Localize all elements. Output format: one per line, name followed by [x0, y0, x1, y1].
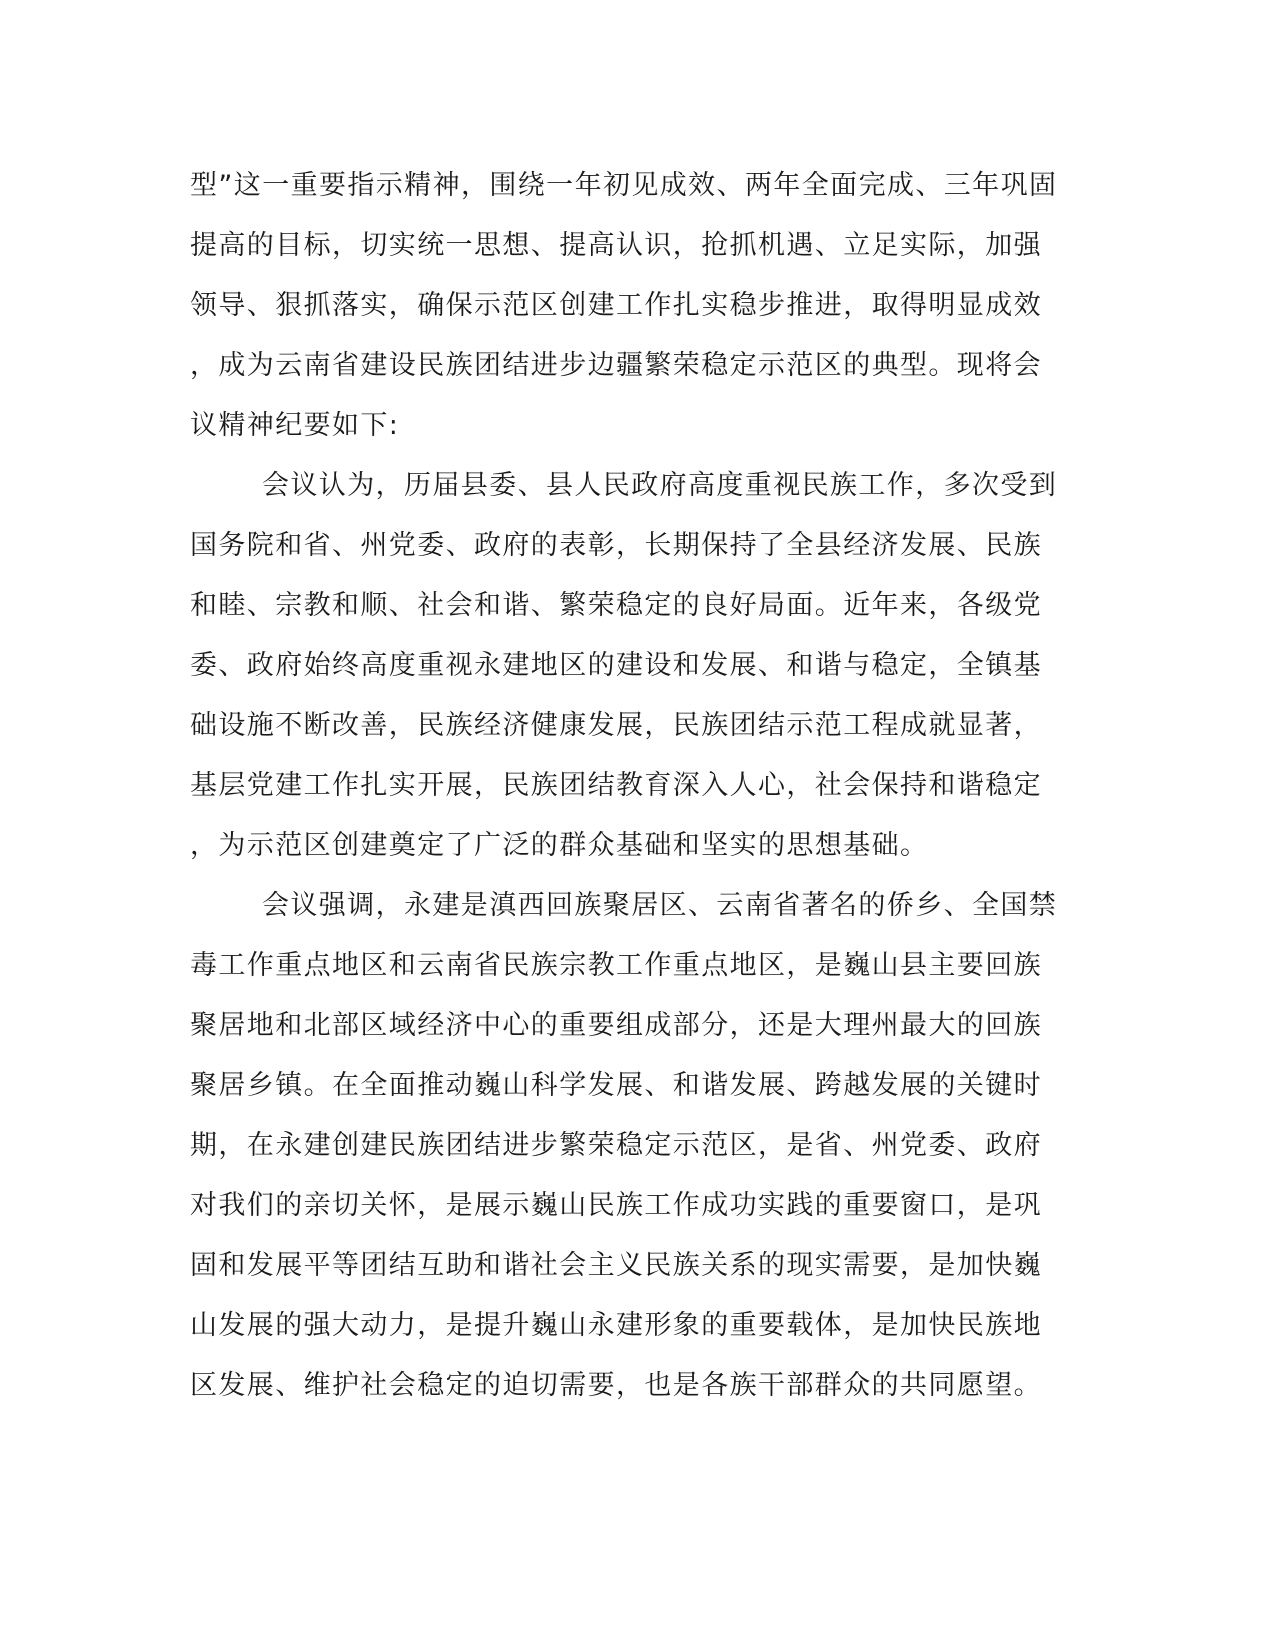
text-line: 聚居地和北部区域经济中心的重要组成部分，还是大理州最大的回族 — [190, 1010, 1042, 1041]
text-line: 和睦、宗教和顺、社会和谐、繁荣稳定的良好局面。近年来，各级党 — [190, 590, 1042, 621]
text-line: 对我们的亲切关怀，是展示巍山民族工作成功实践的重要窗口，是巩 — [190, 1190, 1042, 1221]
text-line: 国务院和省、州党委、政府的表彰，长期保持了全县经济发展、民族 — [190, 530, 1042, 561]
text-line: 聚居乡镇。在全面推动巍山科学发展、和谐发展、跨越发展的关键时 — [190, 1070, 1042, 1101]
text-line: ，为示范区创建奠定了广泛的群众基础和坚实的思想基础。 — [190, 830, 929, 861]
text-line: 提高的目标，切实统一思想、提高认识，抢抓机遇、立足实际，加强 — [190, 230, 1042, 261]
paragraph-first-line: 会议强调，永建是滇西回族聚居区、云南省著名的侨乡、全国禁 — [262, 890, 1058, 921]
text-line: 毒工作重点地区和云南省民族宗教工作重点地区，是巍山县主要回族 — [190, 950, 1042, 981]
text-line: 委、政府始终高度重视永建地区的建设和发展、和谐与稳定，全镇基 — [190, 650, 1042, 681]
text-line: 议精神纪要如下: — [190, 410, 400, 441]
text-line: 基层党建工作扎实开展，民族团结教育深入人心，社会保持和谐稳定 — [190, 770, 1042, 801]
text-line: 型”这一重要指示精神，围绕一年初见成效、两年全面完成、三年巩固 — [190, 170, 1058, 201]
text-line: 础设施不断改善，民族经济健康发展，民族团结示范工程成就显著， — [190, 710, 1042, 741]
text-line: 期，在永建创建民族团结进步繁荣稳定示范区，是省、州党委、政府 — [190, 1130, 1042, 1161]
paragraph-first-line: 会议认为，历届县委、县人民政府高度重视民族工作，多次受到 — [262, 470, 1058, 501]
document-body — [190, 156, 1080, 1416]
text-line: 固和发展平等团结互助和谐社会主义民族关系的现实需要，是加快巍 — [190, 1250, 1042, 1281]
text-line: 区发展、维护社会稳定的迫切需要，也是各族干部群众的共同愿望。 — [190, 1370, 1042, 1401]
text-line: ，成为云南省建设民族团结进步边疆繁荣稳定示范区的典型。现将会 — [190, 350, 1042, 381]
text-line: 山发展的强大动力，是提升巍山永建形象的重要载体，是加快民族地 — [190, 1310, 1042, 1341]
text-line: 领导、狠抓落实，确保示范区创建工作扎实稳步推进，取得明显成效 — [190, 290, 1042, 321]
